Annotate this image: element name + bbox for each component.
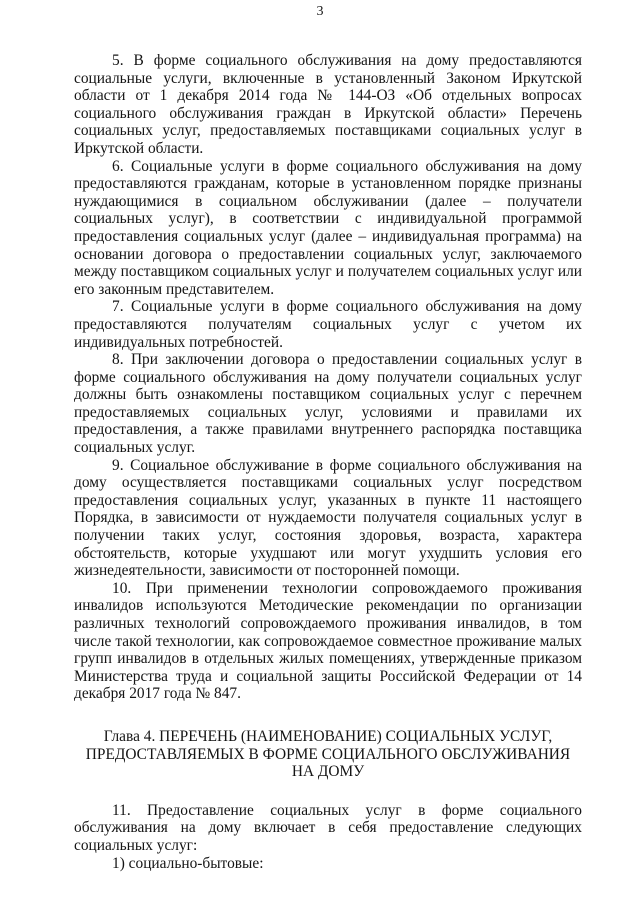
chapter-title: Глава 4. ПЕРЕЧЕНЬ (НАИМЕНОВАНИЕ) СОЦИАЛЬНЫХ УСЛУГ, ПРЕДОСТАВЛЯЕМЫХ В ФОРМЕ СОЦИАЛЬНОГО ОБСЛУЖИВАНИЯ НА ДОМУ [85,727,571,781]
spacer [74,781,582,802]
chapter-heading [74,728,582,781]
page-number: 3 [316,4,324,19]
paragraph-6: 6. Социальные услуги в форме социального обслуживания на дому предоставляются гражданам, которые в установленном порядке признаны нуждающимися в социальном обслуживании (далее – получатели социальных услуг), в соответствии с индивидуальной программой предоставления социальных услуг (далее – индивидуальная программа) на основании договора о предоставлении социальных услуг, заключаемого между поставщиком социальных услуг и получателем социальных услуг или его законным представителем. [74,157,582,298]
subitem-1: 1) социально-бытовые: [112,854,264,872]
document-body [74,52,582,872]
paragraph-8: 8. При заключении договора о предоставлении социальных услуг в форме социального обслуживания на дому получатели социальных услуг должны быть ознакомлены поставщиком социальных услуг с перечнем предоставляемых социальных услуг, условиями и правилами их предоставления, а также правилами внутреннего распорядка поставщика социальных услуг. [74,351,582,457]
paragraph-11: 11. Предоставление социальных услуг в форме социального обслуживания на дому включает в себя предоставление следующих социальных услуг: [74,801,582,854]
paragraph-9: 9. Социальное обслуживание в форме социального обслуживания на дому осуществляется поставщиками социальных услуг посредством предоставления социальных услуг, указанных в пункте 11 настоящего Порядка, в зависимости от нуждаемости получателя социальных услуг в получении таких услуг, состояния здоровья, возраста, характера обстоятельств, которые ухудшают или могут ухудшить условия его жизнедеятельности, зависимости от посторонней помощи. [74,456,582,580]
paragraph-10: 10. При применении технологии сопровождаемого проживания инвалидов используются Методические рекомендации по организации различных технологий сопровождаемого проживания инвалидов, в том числе такой технологии, как сопровождаемое совместное проживание малых групп инвалидов в отдельных жилых помещениях, утвержденные приказом Министерства труда и социальной защиты Российской Федерации от 14 декабря 2017 года № 847. [74,579,582,703]
paragraph-5: 5. В форме социального обслуживания на дому предоставляются социальные услуги, включенные в установленный Законом Иркутской области от 1 декабря 2014 года № 144-ОЗ «Об отдельных вопросах социального обслуживания граждан в Иркутской области» Перечень социальных услуг, предоставляемых поставщиками социальных услуг в Иркутской области. [74,52,582,157]
paragraph-7: 7. Социальные услуги в форме социального обслуживания на дому предоставляются получателям социальных услуг с учетом их индивидуальных потребностей. [74,298,582,351]
